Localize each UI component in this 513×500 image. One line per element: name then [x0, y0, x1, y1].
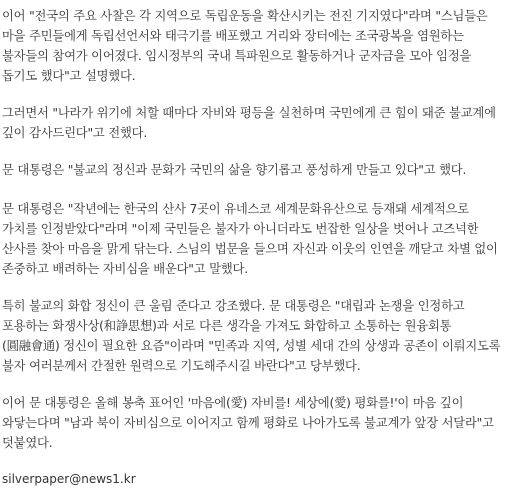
reporter-email: silverpaper@news1.kr: [2, 472, 136, 486]
article-body: [2, 6, 502, 488]
article-paragraph-5: 특히 불교의 화합 정신이 큰 울림 준다고 강조했다. 문 대통령은 "대립과 논쟁을 인정하고 포용하는 화쟁사상(和諍思想)과 서로 다른 생각을 가져도 화합하고 소통하는 원융회통(圓融會通) 정신이 필요한 요즘"이라며 "민족과 지역, 성별 세대 간의 상생과 공존이 이뤄지도록 불자 여러분께서 간절한 원력으로 기도해주시길 바란다"고 당부했다.: [2, 299, 501, 373]
article-paragraph-6: 이어 문 대통령은 올해 봉축 표어인 '마음에(愛) 자비를! 세상에(愛) 평화를!'이 마음 깊이 와닿는다며 "남과 북이 자비심으로 이어지고 함께 평화로 나아가도록 불교계가 앞장 서달라"고 덧붙였다.: [2, 396, 494, 450]
article-paragraph-3: 문 대통령은 "불교의 정신과 문화가 국민의 삶을 향기롭고 풍성하게 만들고 있다"고 했다.: [2, 163, 467, 177]
article-paragraph-4: 문 대통령은 "작년에는 한국의 산사 7곳이 유네스코 세계문화유산으로 등재돼 세계적으로 가치를 인정받았다"라며 "이제 국민들은 불자가 아니더라도 번잡한 일상을 벗어나 고즈넉한 산사를 찾아 마음을 맑게 닦는다. 스님의 법문을 들으며 자신과 이웃의 인연을 깨닫고 차별 없이 존중하고 배려하는 자비심을 배운다"고 말했다.: [2, 202, 498, 276]
article-paragraph-2: 그러면서 "나라가 위기에 처할 때마다 자비와 평등을 실천하며 국민에게 큰 힘이 돼준 불교계에 깊이 감사드린다"고 전했다.: [2, 106, 496, 140]
article-paragraph-1: 이어 "전국의 주요 사찰은 각 지역으로 독립운동을 확산시키는 전진 기지였다"라며 "스님들은 마을 주민들에게 독립선언서와 태극기를 배포했고 거리와 장터에는 조국광복을 염원하는 불자들의 참여가 이어졌다. 임시정부의 국내 특파원으로 활동하거나 군자금을 모아 임정을 돕기도 했다"고 설명했다.: [2, 9, 488, 83]
